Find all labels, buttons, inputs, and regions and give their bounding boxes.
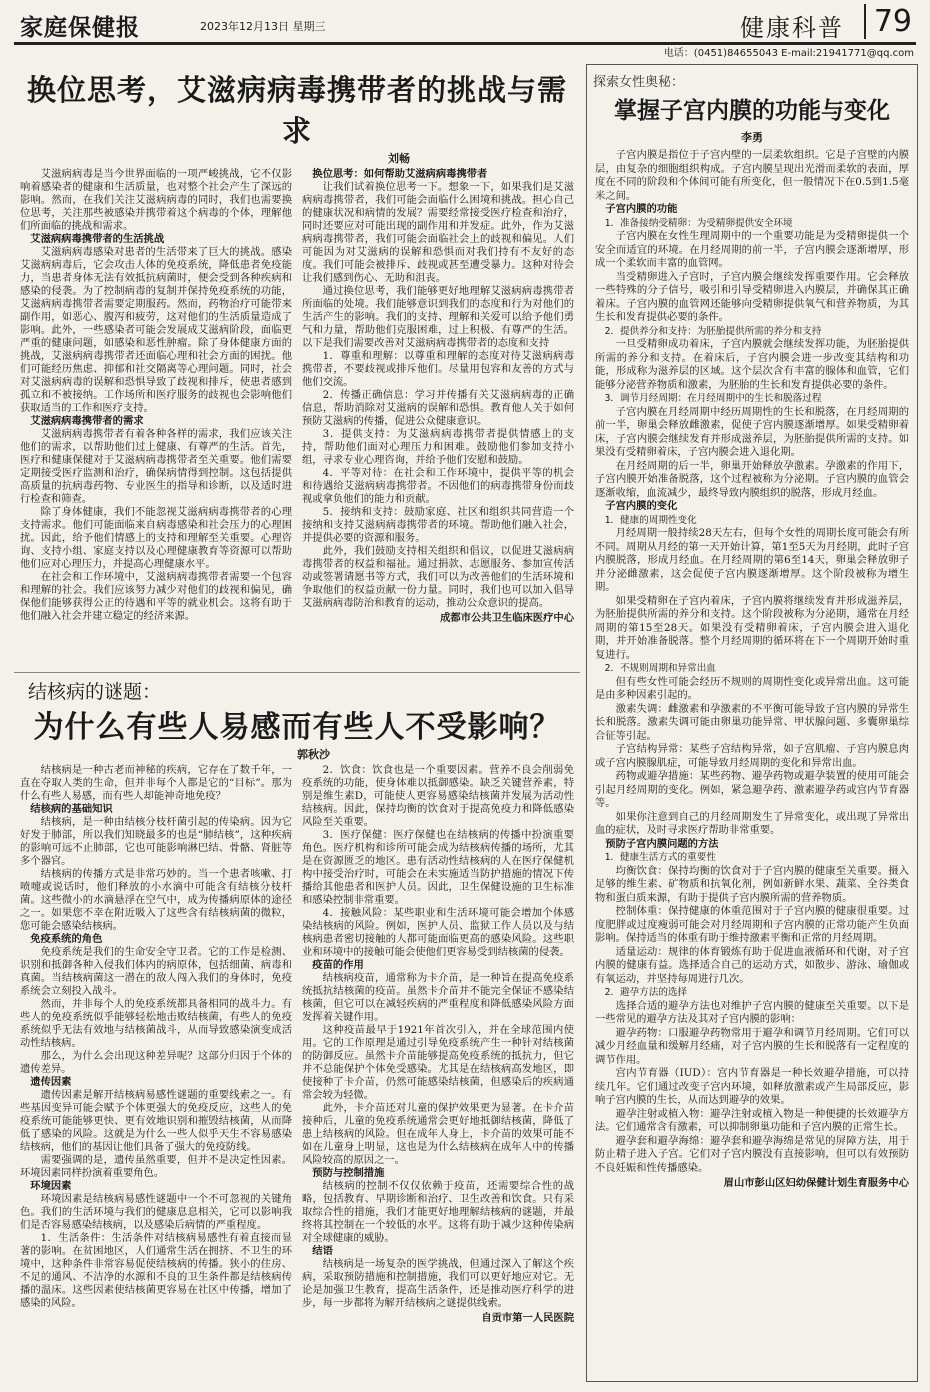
byline-organization: 眉山市彭山区妇幼保健计划生育服务中心 <box>723 1177 909 1189</box>
paragraph: 2．饮食：饮食也是一个重要因素。营养不良会削弱免疫系统的功能，使身体难以抵御感染。缺乏关键营养素，特别是维生素D，可能使人更容易感染结核菌并发展为活动性结核病。因此，保持均衡的饮食对于提高免疫力和降低感染风险至关重要。 <box>302 764 574 828</box>
contact-info: 电话：(0451)84655043 E-mail:21941771@qq.com <box>663 48 914 59</box>
subheading: 结语 <box>312 1245 333 1257</box>
section-title: 健康科普 <box>740 14 844 42</box>
paragraph: 4．平等对待：在社会和工作环境中，提供平等的机会和待遇给艾滋病病毒携带者。不因他们的病毒携带身份而歧视或拿负他们的能力和贡献。 <box>302 467 574 505</box>
paragraph: 在社会和工作环境中，艾滋病病毒携带者需要一个包容和理解的社会。我们应该努力减少对他们的歧视和偏见，确保他们能够获得公正的待遇和平等的就业机会。这将有助于他们融入社会并建立稳定的经济来源。 <box>20 571 292 622</box>
paragraph: 但有些女性可能会经历不规则的周期性变化或异常出血。这可能是由多种因素引起的。 <box>595 675 909 701</box>
subheading: 疫苗的作用 <box>312 959 364 971</box>
paragraph: 宫内节育器（IUD）：宫内节育器是一种长效避孕措施，可以持续几年。它们通过改变子宫内环境，如释放激素或产生局部反应，影响子宫内膜的生长，从而达到避孕的效果。 <box>595 1067 909 1106</box>
paragraph: 让我们试着换位思考一下。想象一下，如果我们是艾滋病病毒携带者，我们可能会面临什么困境和挑战。担心自己的健康状况和病情的发展？需要经常接受医疗检查和治疗，同时还要应对可能出现的副作用和并发症。此外，作为艾滋病病毒携带者，我们可能会面临社会上的歧视和偏见。人们可能因为对艾滋病的误解和恐惧而对我们持有不友好的态度。我们可能会被排斥、歧视或甚至遭受暴力。这种对待会让我们感到伤心、无助和沮丧。 <box>302 181 574 284</box>
article-tuberculosis <box>14 672 580 1381</box>
paragraph: 此外，卡介苗还对儿童的保护效果更为显著。在卡介苗接种后，儿童的免疫系统通常会更好地抵御结核菌，降低了患上结核病的风险。但在成年人身上，卡介苗的效果可能不如在儿童身上明显，这也是为什么结核病在成年人中的传播风险较高的原因之一。 <box>302 1102 574 1166</box>
subheading: 2．不规则周期和异常出血 <box>604 663 716 674</box>
subheading: 子宫内膜的功能 <box>605 203 678 215</box>
paragraph: 需要强调的是，遗传虽然重要，但并不是决定性因素。环境因素同样扮演着重要角色。 <box>20 1154 292 1179</box>
paragraph: 结核病，是一种由结核分枝杆菌引起的传染病。因为它好发于肺部，所以我们知晓最多的也是“肺结核”，这种疾病的影响可远不止肺部，它也可能影响淋巴结、骨骼、肾脏等多个器官。 <box>20 816 292 867</box>
paragraph: 子宫内膜是指位于子宫内壁的一层柔软组织。它是子宫壁的内膜层，由复杂的细胞组织构成。子宫内膜呈现出光滑而柔软的表面，厚度在不同的阶段和个体间可能有所变化，但一般情况下在0.5到1.5毫米之间。 <box>595 149 909 202</box>
paragraph: 结核病的控制不仅仅依赖于疫苗，还需要综合性的战略，包括教育、早期诊断和治疗、卫生改善和饮食。只有采取综合性的措施，我们才能更好地理解结核病的谜题，并最终将其控制在一个较低的水平。这将有助于减少这种传染病对全球健康的威胁。 <box>302 1180 574 1244</box>
paragraph: 如果受精卵在子宫内着床，子宫内膜将继续发育并形成滋养层，为胚胎提供所需的养分和支持。这个阶段被称为分泌期，通常在月经周期的第15至28天。如果没有受精卵着床，子宫内膜会进入退化期，并开始准备脱落。整个月经周期的循环将在下一个周期开始时重复进行。 <box>595 594 909 661</box>
subheading: 1．准备接纳受精卵：为受精卵提供安全环境 <box>604 217 793 229</box>
subheading: 子宫内膜的变化 <box>605 500 678 512</box>
paragraph: 结核病是一场复杂的医学挑战，但通过深入了解这个疾病，采取预防措施和控制措施，我们可以更好地应对它。无论是加强卫生教育，提高生活条件，还是推动医疗科学的进步，每一步都将为解开结核病之谜提供线索。 <box>302 1258 574 1309</box>
paragraph: 1．生活条件：生活条件对结核病易感性有着直接而显著的影响。在贫困地区，人们通常生活在拥挤、不卫生的环境中，这种条件非常容易促使结核病的传播。狭小的住房、不足的通风、不洁净的水源和不良的卫生条件都是结核病传播的温床。这些因素使结核菌更容易在社区中传播，增加了感染的风险。 <box>20 1232 292 1309</box>
subheading: 艾滋病病毒携带者的生活挑战 <box>30 233 165 245</box>
paragraph: 免疫系统是我们的生命安全守卫者。它的工作是检测、识别和抵御各种入侵我们体内的病原体，包括细菌、病毒和真菌。当结核病菌这一潜在的敌人闯入我们的身体时，免疫系统会立刻投入战斗。 <box>20 946 292 997</box>
article-kicker: 结核病的谜题： <box>28 681 162 703</box>
subheading: 2．提供养分和支持：为胚胎提供所需的养分和支持 <box>604 325 822 337</box>
paragraph: 结核病的传播方式是非常巧妙的。当一个患者咳嗽、打喷嚏或说话时，他们释放的小水滴中可能含有结核分枝杆菌。这些微小的水滴悬浮在空气中，成为传播病原体的途径之一。如果您不幸在附近吸入了这些含有结核病菌的微粒，您可能会感染结核病。 <box>20 868 292 932</box>
article-hiv <box>14 58 580 670</box>
paragraph: 4．接触风险：某些职业和生活环境可能会增加个体感染结核病的风险。例如，医护人员、监狱工作人员以及与结核病患者密切接触的人都可能面临更高的感染风险。这些职业和环境中的接触可能会使他们更容易受到结核菌的侵袭。 <box>302 907 574 958</box>
paragraph: 子宫内膜在女性生理周期中的一个重要功能是为受精卵提供一个安全而适宜的环境。在月经周期的前一半，子宫内膜会逐渐增厚，形成一个柔软而丰富的血管网。 <box>595 230 909 269</box>
paragraph: 避孕注射或植入物：避孕注射或植入物是一种便捷的长效避孕方法。它们通常含有激素，可以抑制卵巢功能和子宫内膜的正常生长。 <box>595 1107 909 1133</box>
paragraph: 3．提供支持：为艾滋病病毒携带者提供情感上的支持，帮助他们面对心理压力和困难。鼓励他们参加支持小组，寻求专业心理咨询，并给予他们安慰和鼓励。 <box>302 428 574 466</box>
subheading: 2．避孕方法的选择 <box>604 987 688 998</box>
byline-organization: 成都市公共卫生临床医疗中心 <box>440 612 574 624</box>
paragraph: 药物或避孕措施：某些药物、避孕药物或避孕装置的使用可能会引起月经周期的变化。例如，紧急避孕药、激素避孕药或宫内节育器等。 <box>595 770 909 809</box>
paragraph: 3．医疗保健：医疗保健也在结核病的传播中扮演重要角色。医疗机构和诊所可能会成为结核病传播的场所，尤其是在资源匮乏的地区。患有活动性结核病的人在医疗保健机构中接受治疗时，可能会在未实施适当防护措施的情况下传播给其他患者和医护人员。因此，卫生保健设施的卫生标准和感染控制非常重要。 <box>302 829 574 906</box>
subheading: 遗传因素 <box>30 1076 72 1088</box>
paragraph: 月经周期一般持续28天左右，但每个女性的周期长度可能会有所不同。周期从月经的第一天开始计算，第1至5天为月经期，此时子宫内膜脱落，形成月经血。在月经周期的第6至14天，卵巢会释放卵子并分泌雌激素，这会促使子宫内膜逐渐增厚。这个阶段被称为增生期。 <box>595 527 909 593</box>
issue-date: 2023年12月13日 星期三 <box>200 20 326 33</box>
paragraph: 这种疫苗最早于1921年首次引入，并在全球范围内使用。它的工作原理是通过引导免疫系统产生一种针对结核菌的防御反应。虽然卡介苗能够提高免疫系统的抵抗力，但它并不总能保护个体免受感染。尤其是在结核病高发地区，即使接种了卡介苗，仍然可能感染结核菌，但感染后的疾病通常会较为轻微。 <box>302 1024 574 1101</box>
paragraph: 除了身体健康，我们不能忽视艾滋病病毒携带者的心理支持需求。他们可能面临来自病毒感染和社会压力的心理困扰。因此，给予他们情感上的支持和理解至关重要。心理咨询、支持小组、家庭支持以及心理健康教育等资源可以帮助他们应对心理压力，并提高心理健康水平。 <box>20 506 292 570</box>
paragraph: 结核病是一种古老而神秘的疾病，它存在了数千年，一直在夺取人类的生命，但并非每个人都是它的“目标”。那为什么有些人易感，而有些人却能神奇地免疫？ <box>20 764 292 802</box>
paragraph: 然而，并非每个人的免疫系统都具备相同的战斗力。有些人的免疫系统似乎能够轻松地击败结核菌，有些人的免疫系统似乎无法有效地与结核菌战斗，从而导致感染演变成活动性结核病。 <box>20 998 292 1049</box>
paragraph: 当受精卵进入子宫时，子宫内膜会继续发挥重要作用。它会释放一些特殊的分子信号，吸引和引导受精卵进入内膜层，并确保其正确着床。子宫内膜的血管网还能够向受精卵提供氧气和营养物质，为其生长和发育提供必要的条件。 <box>595 270 909 323</box>
paragraph: 子宫结构异常：某些子宫结构异常，如子宫肌瘤、子宫内膜息肉或子宫内膜腺肌症，可能导致月经周期的变化和异常出血。 <box>595 743 909 769</box>
article-headline: 为什么有些人易感而有些人不受影响？ <box>33 710 561 745</box>
paragraph: 此外，我们鼓励支持相关组织和倡议，以促进艾滋病病毒携带者的权益和福祉。通过捐款、志愿服务、参加宣传活动或签署请愿书等方式，我们可以为改善他们的生活环境和争取他们的权益贡献一份力量。同时，我们也可以加入倡导艾滋病病毒防治和教育的运动，推动公众意识的提高。 <box>302 545 574 609</box>
article-kicker: 探索女性奥秘： <box>593 75 685 90</box>
paragraph: 激素失调：雌激素和孕激素的不平衡可能导致子宫内膜的异常生长和脱落。激素失调可能由卵巢功能异常、甲状腺问题、多囊卵巢综合征等引起。 <box>595 702 909 742</box>
article-author: 刘畅 <box>388 152 410 165</box>
byline-organization: 自贡市第一人民医院 <box>481 1312 574 1324</box>
paragraph: 遗传因素是解开结核病易感性谜题的重要线索之一。有些基因变异可能会赋予个体更强大的免疫反应，这些人的免疫系统可能能够更快、更有效地识别和摧毁结核菌，从而降低了感染的风险。这就是为什么一些人似乎天生不容易感染结核病，他们的基因让他们具备了强大的免疫防线。 <box>20 1089 292 1153</box>
paragraph: 一旦受精卵成功着床，子宫内膜就会继续发挥功能，为胚胎提供所需的养分和支持。在着床后，子宫内膜会进一步改变其结构和功能，形成称为滋养层的区域。这个层次含有丰富的腺体和血管，它们能够分泌营养物质和激素，为胚胎的生长和发育提供必要的条件。 <box>595 338 909 391</box>
article-body <box>14 764 580 1325</box>
subheading: 1．健康的周期性变化 <box>604 514 697 526</box>
subheading: 1．健康生活方式的重要性 <box>604 852 716 863</box>
masthead <box>14 6 916 45</box>
paragraph: 避孕药物：口服避孕药物常用于避孕和调节月经周期。它们可以减少月经血量和缓解月经痛，对子宫内膜的生长和脱落有一定程度的调节作用。 <box>595 1026 909 1066</box>
paragraph: 避孕套和避孕海绵：避孕套和避孕海绵是常见的屏障方法，用于防止精子进入子宫。它们对子宫内膜没有直接影响，但可以有效预防不良妊娠和性传播感染。 <box>595 1134 909 1174</box>
subheading: 环境因素 <box>30 1180 72 1192</box>
paragraph: 通过换位思考，我们能够更好地理解艾滋病病毒携带者所面临的处境。我们能够意识到我们的态度和行为对他们的生活产生的影响。我们的支持、理解和关爱可以给予他们勇气和力量，帮助他们克服困难，过上积极、有尊严的生活。以下是我们需要改善对艾滋病病毒携带者的态度和支持 <box>302 285 574 349</box>
paragraph: 1．尊重和理解：以尊重和理解的态度对待艾滋病病毒携带者，不要歧视或排斥他们。尽量用包容和友善的方式与他们交流。 <box>302 350 574 388</box>
subheading: 换位思考：如何帮助艾滋病病毒携带者 <box>312 168 488 180</box>
subheading: 预防子宫内膜问题的方法 <box>605 837 719 850</box>
paragraph: 子宫内膜在月经周期中经历周期性的生长和脱落，在月经周期的前一半，卵巢会释放雌激素，促使子宫内膜逐渐增厚。如果受精卵着床，子宫内膜会继续发育并形成滋养层，为胚胎提供所需的支持。如果没有受精卵着床，子宫内膜会进入退化期。 <box>595 405 909 458</box>
paragraph: 控制体重：保持健康的体重范围对于子宫内膜的健康很重要。过度肥胖或过度瘦弱可能会对月经周期和子宫内膜的正常功能产生负面影响。保持适当的体重有助于维持激素平衡和正常的月经周期。 <box>595 905 909 944</box>
subheading: 3．调节月经周期：在月经周期中的生长和脱落过程 <box>604 393 822 404</box>
article-headline: 换位思考，艾滋病病毒携带者的挑战与需求 <box>26 73 567 148</box>
article-headline: 掌握子宫内膜的功能与变化 <box>614 97 890 124</box>
article-body <box>14 168 580 625</box>
paragraph: 选择合适的避孕方法也对维护子宫内膜的健康至关重要。以下是一些常见的避孕方法及其对子宫内膜的影响： <box>595 999 909 1025</box>
article-author: 李勇 <box>741 131 763 144</box>
paragraph: 艾滋病病毒是当今世界面临的一项严峻挑战，它不仅影响着感染者的健康和生活质量，也对整个社会产生了深远的影响。然而，在我们关注艾滋病病毒的同时，我们也需要换位思考，关注那些被感染并携带着这个病毒的个体，理解他们所面临的挑战和需求。 <box>20 168 292 232</box>
paragraph: 艾滋病病毒感染对患者的生活带来了巨大的挑战。感染艾滋病病毒后，它会攻击人体的免疫系统，降低患者免疫能力，当患者身体无法有效抵抗病菌时，便会受到各种疾病和感染的侵袭。为了控制病毒的复制并保持免疫系统的功能，艾滋病病毒携带者需要定期服药。然而，药物治疗可能带来副作用，如恶心、腹泻和疲劳，这对他们的生活质量造成了影响。此外，一些感染者可能会发展成艾滋病阶段，面临更严重的健康问题，如感染和恶性肿瘤。除了身体健康方面的挑战，艾滋病病毒携带者还面临心理和社会方面的困扰。他们可能经历焦虑、抑郁和社交隔离等心理问题。同时，社会对艾滋病病毒的误解和恐惧导致了歧视和排斥，使患者感到孤立和不被接纳。工作场所和医疗服务的歧视也会影响他们获取适当的工作和医疗支持。 <box>20 246 292 414</box>
article-body <box>587 149 917 1191</box>
paragraph: 那么，为什么会出现这种差异呢？这部分归因于个体的遗传差异。 <box>20 1050 292 1075</box>
paragraph: 2．传播正确信息：学习并传播有关艾滋病病毒的正确信息，帮助消除对艾滋病的误解和恐惧。教育他人关于如何预防艾滋病的传播，促进公众健康意识。 <box>302 389 574 427</box>
article-author: 郭秋沙 <box>297 748 330 761</box>
paragraph: 环境因素是结核病易感性谜题中一个不可忽视的关键角色。我们的生活环境与我们的健康息息相关，它可以影响我们是否容易感染结核病，以及感染后病情的严重程度。 <box>20 1193 292 1231</box>
paragraph: 在月经周期的后一半，卵巢开始释放孕激素。孕激素的作用下，子宫内膜开始准备脱落，这个过程被称为分泌期。子宫内膜的血管会逐渐收缩，血流减少，最终导致内膜组织的脱落，形成月经血。 <box>595 459 909 499</box>
paper-name: 家庭保健报 <box>20 14 140 41</box>
subheading: 预防与控制措施 <box>312 1167 385 1179</box>
subheading: 结核病的基础知识 <box>30 803 113 815</box>
paragraph: 适量运动：规律的体育锻炼有助于促进血液循环和代谢，对子宫内膜的健康有益。选择适合自己的运动方式，如散步、游泳、瑜伽或有氧运动，并坚持每周进行几次。 <box>595 945 909 985</box>
paragraph: 如果你注意到自己的月经周期发生了异常变化，或出现了异常出血的症状，及时寻求医疗帮助非常重要。 <box>595 810 909 836</box>
paragraph: 均衡饮食：保持均衡的饮食对于子宫内膜的健康至关重要。摄入足够的维生素、矿物质和抗氧化剂，例如新鲜水果、蔬菜、全谷类食物和蛋白质来源，有助于提供子宫内膜所需的营养物质。 <box>595 864 909 904</box>
paragraph: 结核病疫苗，通常称为卡介苗，是一种旨在提高免疫系统抵抗结核菌的疫苗。虽然卡介苗并不能完全保证不感染结核菌，但它可以在减轻疾病的严重程度和降低感染风险方面发挥着关键作用。 <box>302 972 574 1023</box>
subheading: 艾滋病病毒携带者的需求 <box>30 415 144 427</box>
subheading: 免疫系统的角色 <box>30 933 103 945</box>
paragraph: 5．接纳和支持：鼓励家庭、社区和组织共同营造一个接纳和支持艾滋病病毒携带者的环境。帮助他们融入社会，并提供必要的资源和服务。 <box>302 506 574 544</box>
paragraph: 艾滋病病毒携带者有着各种各样的需求，我们应该关注他们的需求，以帮助他们过上健康、有尊严的生活。首先，医疗和健康保健对于艾滋病病毒携带者至关重要。他们需要定期接受医疗监测和治疗，确保病情得到控制。这包括提供高质量的抗病毒药物、专业医生的指导和诊断，以及适时进行检查和筛查。 <box>20 428 292 505</box>
article-endometrium <box>586 64 918 1382</box>
page-number: 79 <box>864 4 912 39</box>
